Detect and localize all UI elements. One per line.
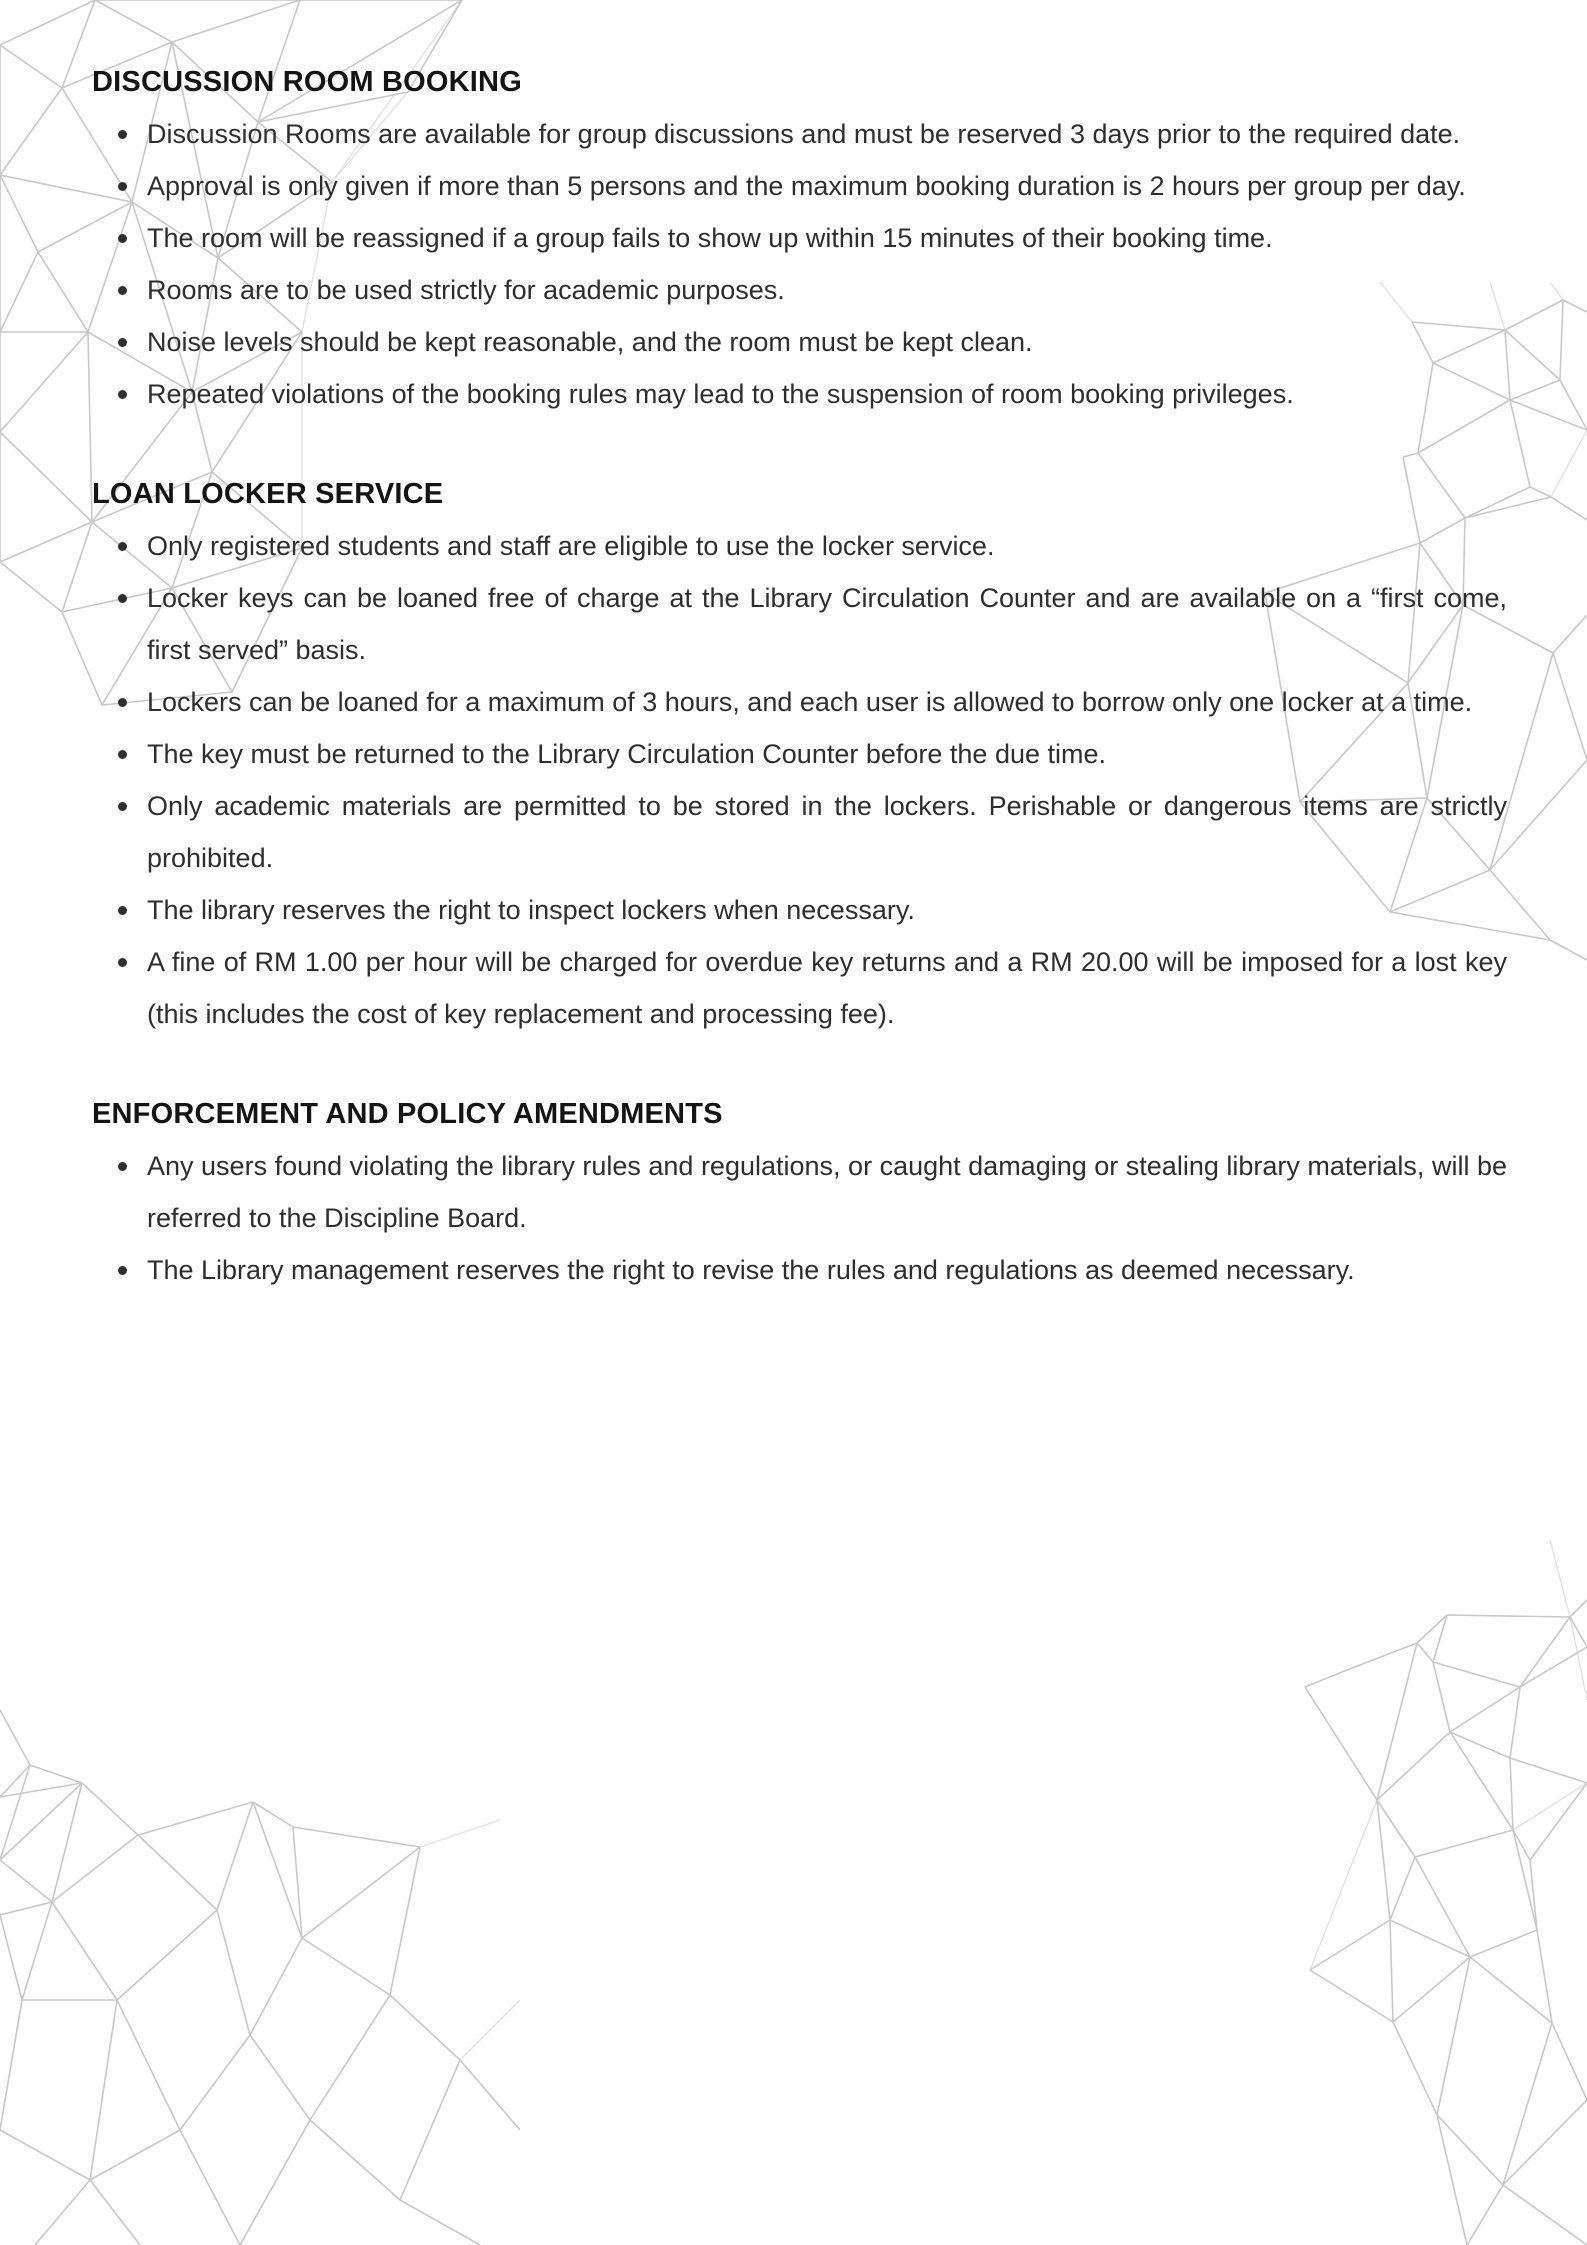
bullet-text: The key must be returned to the Library Circulation Counter before the due time. bbox=[147, 739, 1107, 769]
rules-section bbox=[92, 468, 1507, 1040]
bullet-text: Approval is only given if more than 5 persons and the maximum booking duration is 2 hours per group per day. bbox=[147, 171, 1466, 201]
bullet-item bbox=[118, 108, 1507, 160]
bullet-text: A fine of RM 1.00 per hour will be charged for overdue key returns and a RM 20.00 will be imposed for a lost key (this includes the cost of key replacement and processing fee). bbox=[147, 947, 1507, 1029]
section-title: ENFORCEMENT AND POLICY AMENDMENTS bbox=[92, 1098, 723, 1130]
bullet-item bbox=[118, 316, 1507, 368]
bullet-text: Locker keys can be loaned free of charge at the Library Circulation Counter and are available on a “first come, first served” basis. bbox=[147, 583, 1507, 665]
bullet-text: Repeated violations of the booking rules may lead to the suspension of room booking privileges. bbox=[147, 379, 1294, 409]
rules-section bbox=[92, 56, 1507, 420]
bullet-text: The library reserves the right to inspect lockers when necessary. bbox=[147, 895, 915, 925]
bullet-dot-icon bbox=[118, 338, 127, 347]
bullet-dot-icon bbox=[118, 750, 127, 759]
bullet-dot-icon bbox=[118, 802, 127, 811]
decorative-mesh-bottom-right-icon bbox=[1160, 1540, 1587, 2245]
bullet-item bbox=[118, 160, 1507, 212]
bullet-text: Noise levels should be kept reasonable, and the room must be kept clean. bbox=[147, 327, 1033, 357]
bullet-text: Lockers can be loaned for a maximum of 3 hours, and each user is allowed to borrow only one locker at a time. bbox=[147, 687, 1473, 717]
bullet-dot-icon bbox=[118, 1266, 127, 1275]
decorative-mesh-bottom-left-icon bbox=[0, 1700, 520, 2245]
bullet-dot-icon bbox=[118, 130, 127, 139]
bullet-dot-icon bbox=[118, 698, 127, 707]
bullet-dot-icon bbox=[118, 542, 127, 551]
bullet-item bbox=[118, 728, 1507, 780]
bullet-list bbox=[118, 520, 1507, 1040]
bullet-list bbox=[118, 108, 1507, 420]
rules-content bbox=[92, 56, 1507, 1344]
bullet-dot-icon bbox=[118, 906, 127, 915]
bullet-text: Discussion Rooms are available for group discussions and must be reserved 3 days prior to the required date. bbox=[147, 119, 1461, 149]
bullet-dot-icon bbox=[118, 390, 127, 399]
bullet-dot-icon bbox=[118, 1162, 127, 1171]
bullet-text: Only registered students and staff are eligible to use the locker service. bbox=[147, 531, 995, 561]
bullet-text: Rooms are to be used strictly for academic purposes. bbox=[147, 275, 785, 305]
bullet-dot-icon bbox=[118, 234, 127, 243]
bullet-text: Only academic materials are permitted to be stored in the lockers. Perishable or dangerous items are strictly prohibited. bbox=[147, 791, 1507, 873]
bullet-item bbox=[118, 264, 1507, 316]
section-title: LOAN LOCKER SERVICE bbox=[92, 478, 444, 510]
bullet-item bbox=[118, 936, 1507, 1040]
bullet-item bbox=[118, 1140, 1507, 1244]
bullet-item bbox=[118, 368, 1507, 420]
bullet-item bbox=[118, 884, 1507, 936]
bullet-dot-icon bbox=[118, 594, 127, 603]
bullet-dot-icon bbox=[118, 182, 127, 191]
bullet-text: Any users found violating the library rules and regulations, or caught damaging or stealing library materials, will be referred to the Discipline Board. bbox=[147, 1151, 1507, 1233]
bullet-list bbox=[118, 1140, 1507, 1296]
section-title: DISCUSSION ROOM BOOKING bbox=[92, 66, 522, 98]
bullet-dot-icon bbox=[118, 958, 127, 967]
bullet-item bbox=[118, 212, 1507, 264]
bullet-item bbox=[118, 676, 1507, 728]
bullet-dot-icon bbox=[118, 286, 127, 295]
bullet-item bbox=[118, 572, 1507, 676]
rules-section bbox=[92, 1088, 1507, 1296]
bullet-text: The Library management reserves the right to revise the rules and regulations as deemed necessary. bbox=[147, 1255, 1355, 1285]
bullet-item bbox=[118, 780, 1507, 884]
bullet-item bbox=[118, 520, 1507, 572]
bullet-item bbox=[118, 1244, 1507, 1296]
bullet-text: The room will be reassigned if a group fails to show up within 15 minutes of their booking time. bbox=[147, 223, 1273, 253]
